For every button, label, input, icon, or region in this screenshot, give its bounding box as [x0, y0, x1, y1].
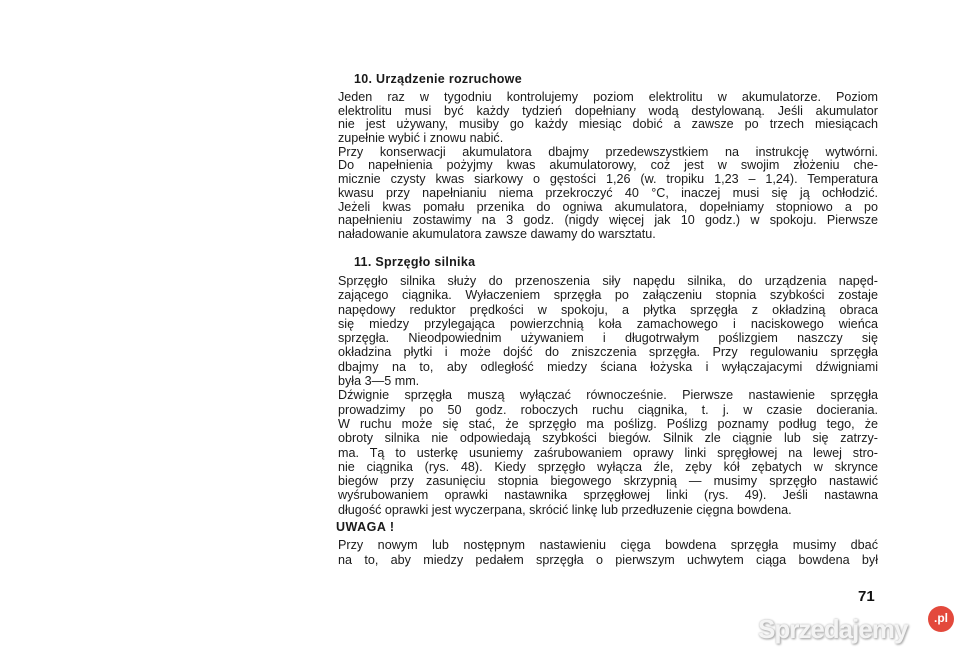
text-line: wyśrubowaniem oprawki nastawnika sprzęgłowej linki (rys. 49). Jeśli nastawna: [338, 488, 878, 503]
text-line: sprzęgła. Nieodpowiednim używaniem i długotrwałym poślizgiem naszczy się: [338, 331, 878, 346]
text-line: prowadzimy po 50 godz. roboczych ruchu ciągnika, t. j. w czasie docierania.: [338, 402, 878, 417]
text-line: długość oprawki jest wyczerpana, skrócić linkę lub przedłuzenie cięgna bowdena.: [338, 502, 792, 517]
text-line: Dźwignie sprzęgła muszą wyłączać równocześnie. Pierwsze nastawienie sprzęgła: [338, 388, 878, 403]
section-11-body: [338, 274, 878, 517]
text-line: obroty silnika nie odpowiedają szybkości biegów. Silnik zle ciągnie lub się zatrzy-: [338, 431, 878, 446]
text-line: nie jest używany, musiby go każdy miesiąc dobić a zawsze po trzech miesiącach: [338, 117, 878, 132]
text-line: Sprzęgło silnika służy do przenoszenia siły napędu silnika, do urządzenia napęd-: [338, 274, 878, 288]
text-line: zupełnie wybić i znowu nabić.: [338, 131, 504, 146]
text-line: Przy konserwacji akumulatora dbajmy przedewszystkiem na instrukcję wytwórni.: [338, 144, 878, 159]
text-line: dbajmy na to, aby odległość miedzy ściana łożyska i wyłączajacymi dźwigniami: [338, 359, 878, 374]
text-line: biegów przy zasunięciu stopnia biegowego skrzypnią — musimy sprzęgło nastawić: [338, 474, 878, 489]
text-line: napełnieniu zostawimy na 3 godz. (nigdy więcej jak 10 godz.) w spokoju. Pierwsze: [338, 213, 878, 228]
text-line: ma. Tą to usterkę usuniemy zaśrubowaniem oprawy linki spręgłowej na lewej stro-: [338, 445, 878, 460]
text-line: się miedzy przylegająca powierzchnią koła zamachowego i naciskowego wieńca: [338, 316, 878, 331]
text-line: micznie czysty kwas siarkowy o gęstości 1,26 (w. tropiku 1,23 – 1,24). Temperatura: [338, 172, 878, 187]
watermark-logo: Sprzedajemy: [758, 614, 908, 644]
section-10-body: [338, 91, 878, 242]
text-line: napędowy reduktor prędkości w spokoju, a płytka sprzęgła z okładziną obraca: [338, 302, 878, 317]
text-line: była 3—5 mm.: [338, 374, 420, 389]
text-line: Do napełnienia pożyjmy kwas akumulatorowy, coż jest w swojim złożeniu che-: [338, 158, 878, 173]
text-line: elektrolitu musi być każdy tydzień dopełniany wodą destylowaną. Jeśli akumulator: [338, 103, 878, 118]
note-heading: UWAGA !: [336, 520, 395, 534]
section-11-heading: 11. Sprzęgło silnika: [354, 255, 476, 269]
text-line: W ruchu może się stać, że sprzęgło ma poślizg. Poślizg poznamy podług tego, że: [338, 416, 878, 431]
text-line: Jeżeli kwas pomału przenika do ogniwa akumulatora, dopełniamy stopniowo a po: [338, 199, 878, 214]
note-body: [338, 538, 878, 567]
text-line: kwasu przy napełnianiu niema przekroczyć 40 °C, inaczej musi się ją ochłodzić.: [338, 185, 878, 200]
text-line: naładowanie akumulatora zawsze dawamy do warsztatu.: [338, 226, 656, 241]
text-line: okładzina płytki i może dojść do zniszczenia sprzęgła. Przy regulowaniu sprzęgła: [338, 345, 878, 360]
text-line: Przy nowym lub nostępnym nastawieniu cięga bowdena sprzęgła musimy dbać: [338, 538, 878, 552]
page-number: 71: [858, 588, 875, 605]
text-line: zającego ciągnika. Wyłaczeniem sprzęgła po załączeniu stopnia szybkości zostaje: [338, 288, 878, 303]
text-line: nie ciągnika (rys. 48). Kiedy sprzęgło wyłącza źle, zęby kół zębatych w skrynce: [338, 459, 878, 474]
watermark-badge: .pl: [928, 606, 954, 632]
section-10-heading: 10. Urządzenie rozruchowe: [354, 72, 522, 86]
text-line: Jeden raz w tygodniu kontrolujemy poziom elektrolitu w akumulatorze. Poziom: [338, 90, 878, 104]
text-line: na to, aby miedzy pedałem sprzęgła o pierwszym uchwytem ciąga bowdena był: [338, 552, 878, 567]
